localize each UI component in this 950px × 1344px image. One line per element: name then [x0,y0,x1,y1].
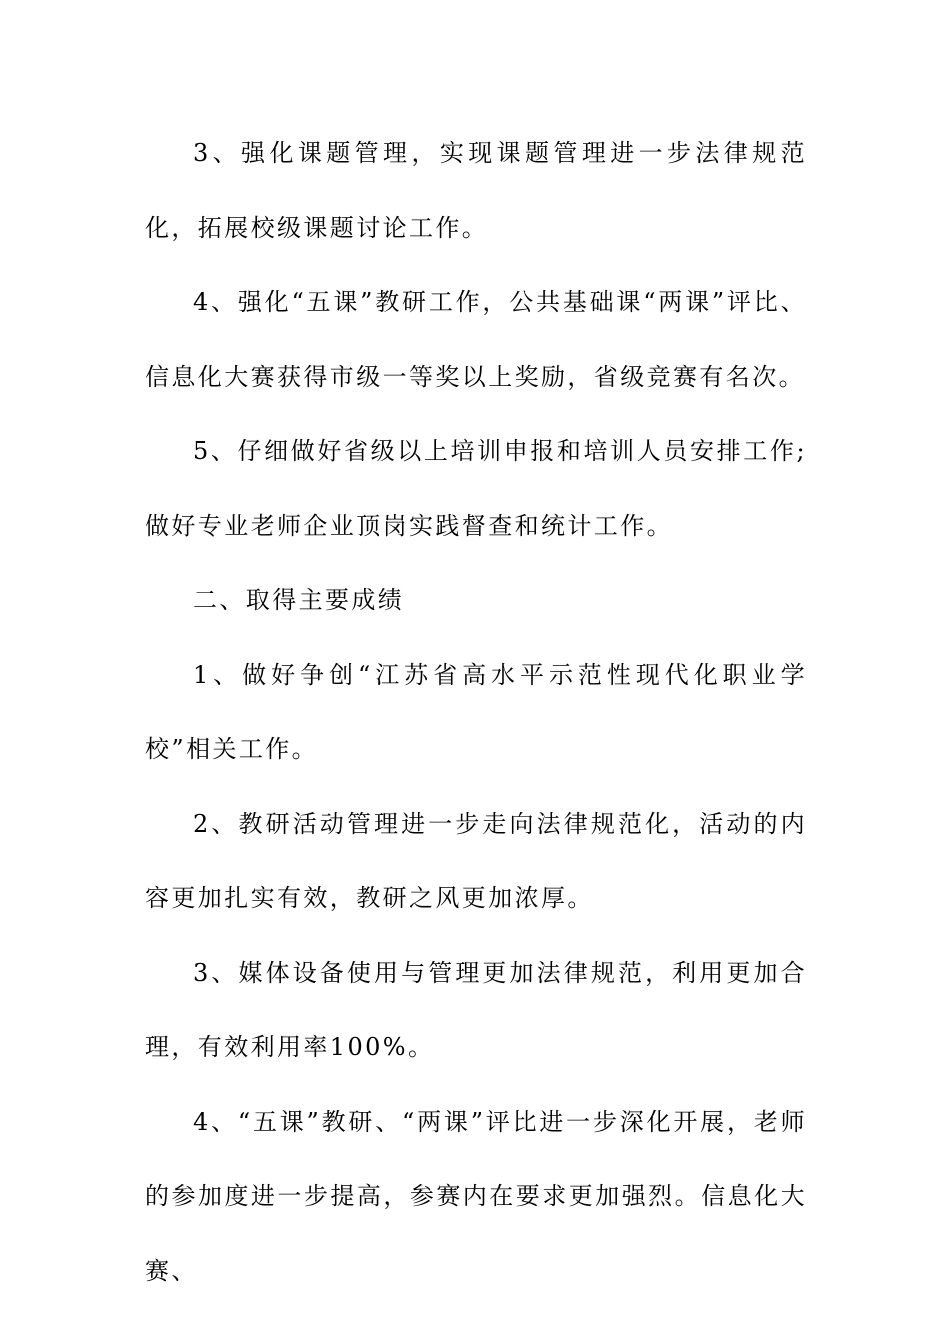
paragraph-achievement-4: 4、“五课”教研、“两课”评比进一步深化开展，老师的参加度进一步提高，参赛内在要求更加强烈。信息化大赛、 [145,1107,807,1285]
paragraph-item-5-training: 5、仔细做好省级以上培训申报和培训人员安排工作;做好专业老师企业顶岗实践督查和统计工作。 [145,437,807,540]
paragraph-item-3-topic-management: 3、强化课题管理，实现课题管理进一步法律规范化，拓展校级课题讨论工作。 [145,139,807,242]
paragraph-item-4-five-courses: 4、强化“五课”教研工作，公共基础课“两课”评比、信息化大赛获得市级一等奖以上奖励，省级竞赛有名次。 [145,288,807,391]
document-body [145,116,807,1308]
paragraph-achievement-3: 3、媒体设备使用与管理更加法律规范，利用更加合理，有效利用率100%。 [145,958,807,1061]
paragraph-achievement-2: 2、教研活动管理进一步走向法律规范化，活动的内容更加扎实有效，教研之风更加浓厚。 [145,809,807,912]
paragraph-achievement-1: 1、做好争创“江苏省高水平示范性现代化职业学校”相关工作。 [145,660,807,763]
section-heading-achievements: 二、取得主要成绩 [193,586,405,614]
